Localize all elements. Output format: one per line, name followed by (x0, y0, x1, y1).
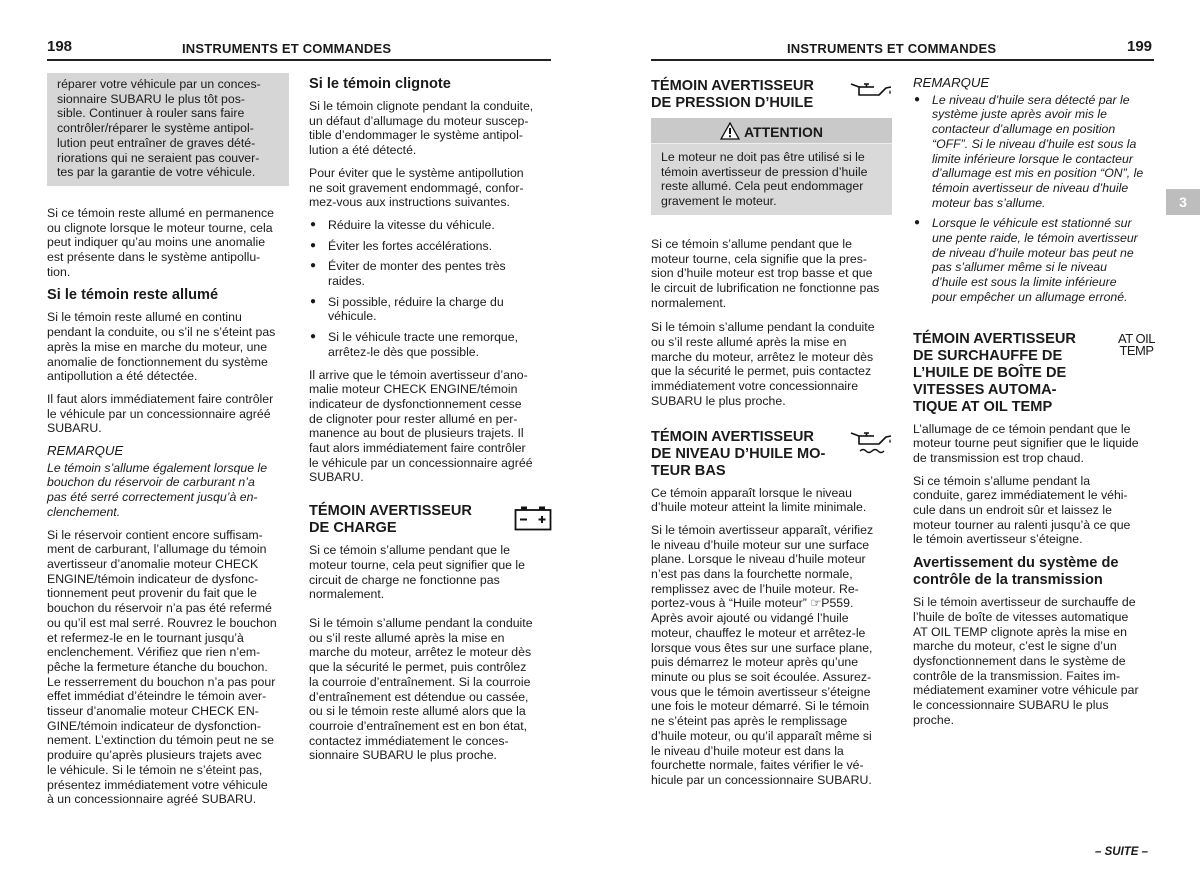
at-oil-temp-title-row (913, 331, 1155, 416)
bullet-item (309, 259, 552, 288)
text-line: DE SURCHAUFFE DE (913, 347, 1063, 364)
attention-text (651, 144, 892, 215)
attention-header (651, 118, 892, 144)
section-heading: Si le témoin reste allumé (47, 287, 219, 304)
text-line: SUBARU. (309, 470, 364, 485)
text-line: moteur tourne, cela peut signifier que le (309, 557, 526, 572)
text-line: l’huile de boîte de vitesses automatique (913, 609, 1129, 624)
text-line: Pour éviter que le système antipollution (309, 165, 524, 180)
text-line: contactez immédiatement le conces- (309, 733, 509, 748)
text-line: enclenchement. Vérifiez que rien n’em- (47, 645, 261, 660)
text-line: ou qu’il est mal serré. Rouvrez le bouchon (47, 615, 277, 630)
text-line: Si le témoin reste allumé en continu (47, 310, 242, 325)
text-line: sionnaire SUBARU le plus tôt pos- (57, 91, 245, 106)
box-text (57, 77, 279, 180)
text-line: sible. Continuer à rouler sans faire (57, 106, 245, 121)
column-4 (913, 76, 1155, 736)
text-line: L’HUILE DE BOÎTE DE (913, 364, 1067, 381)
paragraph (651, 523, 892, 788)
text-line: contrôler/réparer le système antipol- (57, 121, 254, 136)
text-line: témoin avertisseur de niveau d’huile (932, 180, 1129, 195)
text-line: vous que le témoin avertisseur s’éteigne (651, 684, 871, 699)
text-line: Le niveau d’huile sera détecté par le (932, 92, 1130, 107)
text-line: Après avoir ajouté ou vidangé l’huile (651, 611, 849, 626)
text-line: réparer votre véhicule par un conces- (57, 77, 261, 91)
text-line: Si le témoin avertisseur de surchauffe de (913, 595, 1136, 610)
paragraph (47, 206, 289, 280)
text-line: témoin avertisseur de pression d’huile (661, 164, 868, 179)
oil-can-icon (850, 80, 892, 102)
text-line: produire qu’après plusieurs trajets avec (47, 748, 262, 763)
section-title (913, 331, 1076, 416)
text-line: ou si le témoin reste allumé alors que la (309, 704, 526, 719)
remark-title: REMARQUE (47, 443, 124, 459)
text-line: immédiatement votre concessionnaire (651, 379, 859, 394)
text-line: mez-vous aux instructions suivantes. (309, 195, 510, 210)
text-line: fourchette normale, faites vérifier le vé- (651, 758, 864, 773)
text-line: ENGINE/témoin indicateur de dysfonc- (47, 571, 259, 586)
bullet-list (309, 218, 552, 360)
text-line: reste allumé. Cela peut endommager (661, 179, 864, 194)
right-header-title: INSTRUMENTS ET COMMANDES (787, 41, 997, 56)
text-line: bouchon du réservoir de carburant n’a (47, 475, 255, 490)
text-line: nement. L’extinction du témoin peut ne se (47, 733, 274, 748)
text-line: tisseur d’anomalie moteur CHECK EN- (47, 704, 259, 719)
text-line: Si le témoin s’allume pendant la conduite (651, 320, 875, 335)
text-line: médiatement examiner votre véhicule par (913, 683, 1139, 698)
text-line: Il faut alors immédiatement faire contrôler (47, 391, 274, 406)
text-line: gravement le moteur. (661, 194, 777, 209)
section-title (651, 429, 825, 480)
text-line: une pente raide, le témoin avertisseur (932, 231, 1138, 246)
text-line: GINE/témoin indicateur de dysfonction- (47, 718, 261, 733)
text-line: Le resserrement du bouchon n’a pas pour (47, 674, 276, 689)
text-line: d’huile est sous la limite inférieure (932, 275, 1117, 290)
text-line: le témoin avertisseur s’éteigne. (913, 532, 1083, 547)
text-line: ne soit gravement endommagé, confor- (309, 180, 524, 195)
paragraph (913, 474, 1155, 548)
text-line: Si le témoin s’allume pendant la conduite (309, 615, 533, 630)
text-line: conduite, garez immédiatement le véhi- (913, 488, 1128, 503)
text-line: Le témoin s’allume également lorsque le (47, 460, 268, 475)
text-line: puis démarrez le moteur après qu’une (651, 655, 859, 670)
oil-pressure-title-row (651, 78, 892, 112)
text-line: limite inférieure lorsque le contacteur (932, 151, 1133, 166)
text-line: antipollution a été détectée. (47, 369, 198, 384)
paragraph (913, 595, 1155, 727)
text-line: après la mise en marche du moteur, une (47, 339, 268, 354)
text-line: Réduire la vitesse du véhicule. (328, 217, 495, 232)
oil-level-icon (850, 429, 892, 457)
text-line: véhicule. (328, 309, 377, 324)
text-line: présentez immédiatement votre véhicule (47, 777, 268, 792)
chapter-tab: 3 (1166, 189, 1200, 215)
text-line: sion d’huile moteur est trop basse et que (651, 266, 873, 281)
text-line: de transmission est trop chaud. (913, 450, 1084, 465)
text-line: Le moteur ne doit pas être utilisé si le (661, 150, 865, 164)
text-line: pas s’allumer même si le niveau (932, 260, 1107, 275)
text-line: ne s’éteint pas après le remplissage (651, 714, 848, 729)
paragraph (913, 422, 1155, 466)
text-line: minute ou plus se soit écoulée. Assurez- (651, 669, 872, 684)
text-line: le véhicule par un concessionnaire agréé (309, 455, 533, 470)
text-line: indicateur de dysfonctionnement cesse (309, 396, 522, 411)
text-line: malie moteur CHECK ENGINE/témoin (309, 382, 518, 397)
text-line: Si possible, réduire la charge du (328, 294, 504, 309)
text-line: marche du moteur, arrêtez le moteur dès (651, 349, 874, 364)
text-line: d’huile moteur, ou qu’il apparaît même si (651, 728, 872, 743)
paragraph (47, 528, 289, 807)
text-line: remplissez avec de l’huile moteur. Re- (651, 581, 859, 596)
text-line: VITESSES AUTOMA- (913, 381, 1057, 398)
text-line: moteur, chauffez le moteur et arrêtez-le (651, 625, 866, 640)
text-line: contrôle de la transmission (913, 572, 1103, 589)
bullet-item (309, 330, 552, 359)
text-line: moteur tourne, cela signifie que la pres- (651, 251, 867, 266)
left-header-rule (47, 59, 551, 61)
text-line: hicule par un concessionnaire SUBARU. (651, 772, 872, 787)
bullet-item (913, 216, 1155, 304)
indicator-line-1: AT OIL (1118, 330, 1155, 346)
section-heading: Si le témoin clignote (309, 76, 451, 92)
text-line: sionnaire SUBARU le plus proche. (309, 748, 497, 763)
section-title (309, 503, 472, 537)
text-line: Si le réservoir contient encore suffisam- (47, 527, 263, 542)
text-line: avertisseur d’anomalie moteur CHECK (47, 556, 259, 571)
text-line: que la sécurité le permet, puis contactez (651, 364, 872, 379)
paragraph (651, 320, 892, 408)
text-line: Si ce témoin s’allume pendant que le (651, 236, 852, 251)
text-line: le niveau d’huile moteur est dans la (651, 743, 844, 758)
text-line: est présente dans le système antipollu- (47, 250, 261, 265)
text-line: normalement. (651, 295, 727, 310)
text-line: Avertissement du système de (913, 555, 1119, 572)
text-line: cule dans un endroit sûr et laissez le (913, 503, 1112, 518)
paragraph (309, 166, 552, 210)
text-line: SUBARU. (47, 421, 102, 436)
text-line: contrôle de la transmission. Faites im- (913, 668, 1121, 683)
left-header-title: INSTRUMENTS ET COMMANDES (182, 41, 392, 56)
right-page-number: 199 (1127, 38, 1153, 55)
text-line: peut indiquer qu’au moins une anomalie (47, 235, 266, 250)
text-line: contacteur d’allumage en position (932, 122, 1116, 137)
text-line: AT OIL TEMP clignote après la mise en (913, 624, 1127, 639)
left-page-number: 198 (47, 38, 73, 55)
continued-footer: – SUITE – (1095, 846, 1149, 858)
text-line: système juste après avoir mis le (932, 107, 1107, 122)
text-line: manence au bout de plusieurs trajets. Il (309, 426, 524, 441)
text-line: ou clignote lorsque le moteur tourne, cela (47, 220, 273, 235)
text-line: le concessionnaire SUBARU le plus (913, 698, 1109, 713)
right-header-rule (651, 59, 1154, 61)
text-line: de niveau d’huile moteur bas peut ne (932, 245, 1134, 260)
text-line: le véhicule. Si le témoin ne s’éteint pas, (47, 762, 263, 777)
paragraph (309, 616, 552, 763)
text-line: n’est pas dans la fourchette normale, (651, 567, 853, 582)
text-line: normalement. (309, 587, 385, 602)
paragraph (309, 99, 552, 158)
text-line: “OFF”. Si le niveau d’huile est sous la (932, 136, 1137, 151)
at-oil-temp-indicator-icon (1118, 330, 1155, 358)
text-line: de clignoter pour rester allumé en per- (309, 411, 518, 426)
text-line: le circuit de lubrification ne fonctionne pas (651, 280, 880, 295)
remark-title: REMARQUE (913, 75, 990, 90)
text-line: Si ce témoin reste allumé en permanence (47, 205, 274, 220)
battery-icon (514, 505, 552, 531)
bullet-item (913, 93, 1155, 211)
bullet-item (309, 239, 552, 254)
paragraph (47, 392, 289, 436)
text-line: Il arrive que le témoin avertisseur d’ano- (309, 367, 528, 382)
text-line: TIQUE AT OIL TEMP (913, 398, 1053, 415)
text-line: ou s’il reste allumé après la mise en (651, 335, 847, 350)
attention-box (651, 118, 892, 215)
text-line: un défaut d’allumage du moteur suscep- (309, 113, 529, 128)
text-line: Éviter les fortes accélérations. (328, 238, 493, 253)
text-line: moteur bas s’allume. (932, 195, 1046, 210)
text-line: TÉMOIN AVERTISSEUR (651, 78, 814, 94)
oil-level-title-row (651, 429, 892, 480)
paragraph (651, 486, 892, 515)
text-line: plane. Lorsque le niveau d’huile moteur (651, 552, 866, 567)
text-line: TÉMOIN AVERTISSEUR (913, 330, 1076, 347)
text-line: riorations qui ne seraient pas couver- (57, 150, 260, 165)
text-line: lution peut entraîner de graves dété- (57, 135, 256, 150)
text-line: raides. (328, 274, 365, 289)
text-line: effet immédiat d’éteindre le témoin aver- (47, 689, 267, 704)
text-line: TEUR BAS (651, 462, 726, 479)
column-1 (47, 73, 289, 815)
text-line: dysfonctionnement dans le système de (913, 653, 1126, 668)
text-line: Éviter de monter des pentes très (328, 259, 506, 274)
text-line: anomalie de fonctionnement du système (47, 354, 268, 369)
text-line: SUBARU le plus proche. (651, 393, 786, 408)
text-line: une fois le moteur démarré. Si le témoin (651, 699, 870, 714)
text-line: la courroie d’entraînement. Si la courroie (309, 674, 531, 689)
text-line: Si le véhicule tracte une remorque, (328, 330, 519, 345)
text-line: Lorsque le véhicule est stationné sur (932, 216, 1132, 231)
text-line: L’allumage de ce témoin pendant que le (913, 421, 1131, 436)
attention-label: ATTENTION (743, 124, 824, 140)
bullet-item (309, 295, 552, 324)
continued-warning-box (47, 73, 289, 186)
text-line: d’entraînement est détendue ou cassée, (309, 689, 529, 704)
text-line: proche. (913, 712, 955, 727)
paragraph (309, 543, 552, 602)
text-line: pour empêcher un allumage erroné. (932, 289, 1128, 304)
text-line: pendant la conduite, ou s’il ne s’éteint pas (47, 325, 276, 340)
text-line: le véhicule par un concessionnaire agréé (47, 406, 271, 421)
text-line: lution a été détecté. (309, 143, 417, 158)
text-line: marche du moteur, c’est le signe d’un (913, 639, 1117, 654)
text-line: tible d’endommager le système antipol- (309, 128, 523, 143)
column-3 (651, 78, 892, 796)
text-line: pas été serré correctement jusqu’à en- (47, 490, 258, 505)
text-line: arrêtez-le dès que possible. (328, 344, 480, 359)
text-line: tion. (47, 264, 71, 279)
text-line: portez-vous à “Huile moteur” ☞P559. (651, 596, 854, 611)
text-line: clenchement. (47, 504, 121, 519)
text-line: DE NIVEAU D’HUILE MO- (651, 445, 826, 462)
charge-title-row (309, 503, 552, 537)
text-line: faut alors immédiatement faire contrôler (309, 441, 526, 456)
remark-text (47, 461, 289, 520)
text-line: moteur tourne peut signifier que le liquide (913, 436, 1139, 451)
text-line: lorsque vous êtes sur une surface plane, (651, 640, 873, 655)
text-line: que la sécurité le permet, puis contrôlez (309, 660, 527, 675)
text-line: courroie d’entraînement est en bon état, (309, 718, 528, 733)
paragraph (651, 237, 892, 311)
text-line: DE PRESSION D’HUILE (651, 95, 814, 111)
paragraph (47, 310, 289, 384)
text-line: Si ce témoin s’allume pendant la (913, 473, 1091, 488)
text-line: bouchon du réservoir n’a pas été refermé (47, 601, 272, 616)
text-line: et refermez-le en le tournant jusqu’à (47, 630, 244, 645)
remark-bullet-list (913, 93, 1155, 305)
text-line: à un concessionnaire agréé SUBARU. (47, 792, 257, 807)
text-line: Si le témoin avertisseur apparaît, vérifiez (651, 522, 874, 537)
text-line: DE CHARGE (309, 520, 397, 537)
text-line: d’huile moteur atteint la limite minimale. (651, 500, 867, 515)
bullet-item (309, 218, 552, 233)
text-line: tes par la garantie de votre véhicule. (57, 165, 256, 180)
text-line: Si ce témoin s’allume pendant que le (309, 543, 510, 558)
warning-triangle-icon (720, 122, 740, 140)
text-line: TÉMOIN AVERTISSEUR (651, 428, 814, 445)
text-line: TÉMOIN AVERTISSEUR (309, 503, 472, 520)
text-line: marche du moteur, arrêtez le moteur dès (309, 645, 532, 660)
section-heading (913, 555, 1155, 589)
text-line: ou s’il reste allumé après la mise en (309, 630, 505, 645)
text-line: le niveau d’huile moteur sur une surface (651, 537, 870, 552)
text-line: d’allumage est mis en position “ON”, le (932, 166, 1144, 181)
text-line: moteur tourner au ralenti jusqu’à ce que (913, 517, 1131, 532)
column-2 (309, 76, 552, 771)
text-line: pêche la fermeture étanche du bouchon. (47, 659, 268, 674)
text-line: Si le témoin clignote pendant la conduite, (309, 99, 534, 113)
text-line: circuit de charge ne fonctionne pas (309, 572, 500, 587)
paragraph (309, 368, 552, 486)
text-line: ment de carburant, l’allumage du témoin (47, 542, 267, 557)
text-line: Ce témoin apparaît lorsque le niveau (651, 485, 852, 500)
text-line: tionnement peut provenir du fait que le (47, 586, 257, 601)
section-title (651, 78, 814, 112)
indicator-line-2: TEMP (1119, 342, 1154, 358)
